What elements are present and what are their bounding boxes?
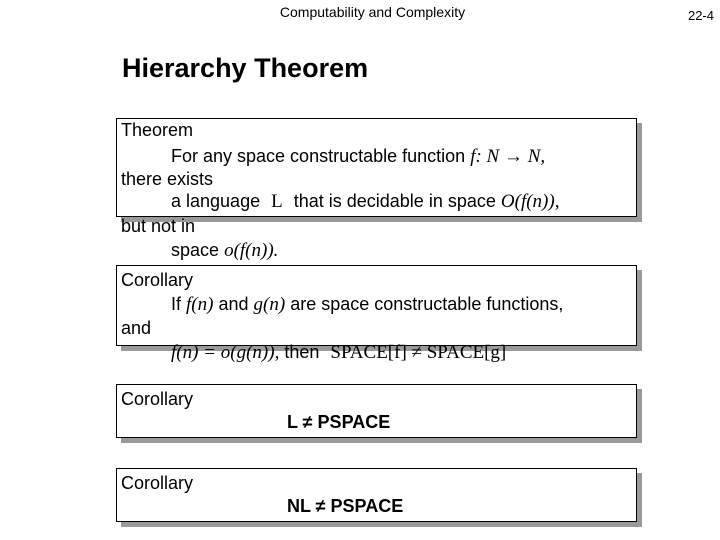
theorem-line-1-text: For any space constructable function: [171, 146, 466, 166]
theorem-line-3: [171, 190, 559, 213]
slide-title: Hierarchy Theorem: [122, 53, 369, 83]
corollary1-and: and: [218, 294, 249, 314]
theorem-line-5-math: o(f(n)).: [224, 240, 279, 261]
theorem-line-5-pre: space: [171, 240, 220, 260]
corollary1-line-2: and: [121, 318, 152, 338]
theorem-language-symbol: L: [271, 191, 283, 212]
corollary1-heading: Corollary: [121, 270, 194, 290]
page-number: 22-4: [687, 8, 714, 23]
theorem-line-3-mid: that is decidable in space: [293, 191, 496, 211]
theorem-line-1: [171, 145, 545, 168]
theorem-line-5: [171, 239, 278, 262]
theorem-heading: Theorem: [121, 120, 194, 140]
corollary1-line-1: [171, 293, 563, 316]
corollary1-line-1-post: are space constructable functions,: [290, 294, 564, 314]
corollary3-statement: NL ≠ PSPACE: [287, 496, 404, 516]
corollary1-then: then: [284, 342, 320, 362]
corollary1-condition: f(n) = o(g(n)),: [171, 342, 280, 363]
corollary1-line-3: [171, 341, 506, 364]
corollary1-if: If: [171, 294, 182, 314]
corollary2-statement: L ≠ PSPACE: [287, 412, 391, 432]
theorem-line-2: there exists: [121, 169, 214, 189]
theorem-line-3-pre: a language: [171, 191, 261, 211]
theorem-line-1-math: f: N → N,: [470, 146, 546, 167]
theorem-line-3-math: O(f(n)),: [500, 191, 560, 212]
corollary1-f: f(n): [186, 294, 214, 315]
corollary1-g: g(n): [253, 294, 286, 315]
corollary3-heading: Corollary: [121, 473, 194, 493]
corollary1-result: SPACE[f] ≠ SPACE[g]: [330, 342, 507, 363]
theorem-line-4: but not in: [121, 216, 196, 236]
corollary2-heading: Corollary: [121, 389, 194, 409]
slide-header: Computability and Complexity: [279, 4, 466, 20]
